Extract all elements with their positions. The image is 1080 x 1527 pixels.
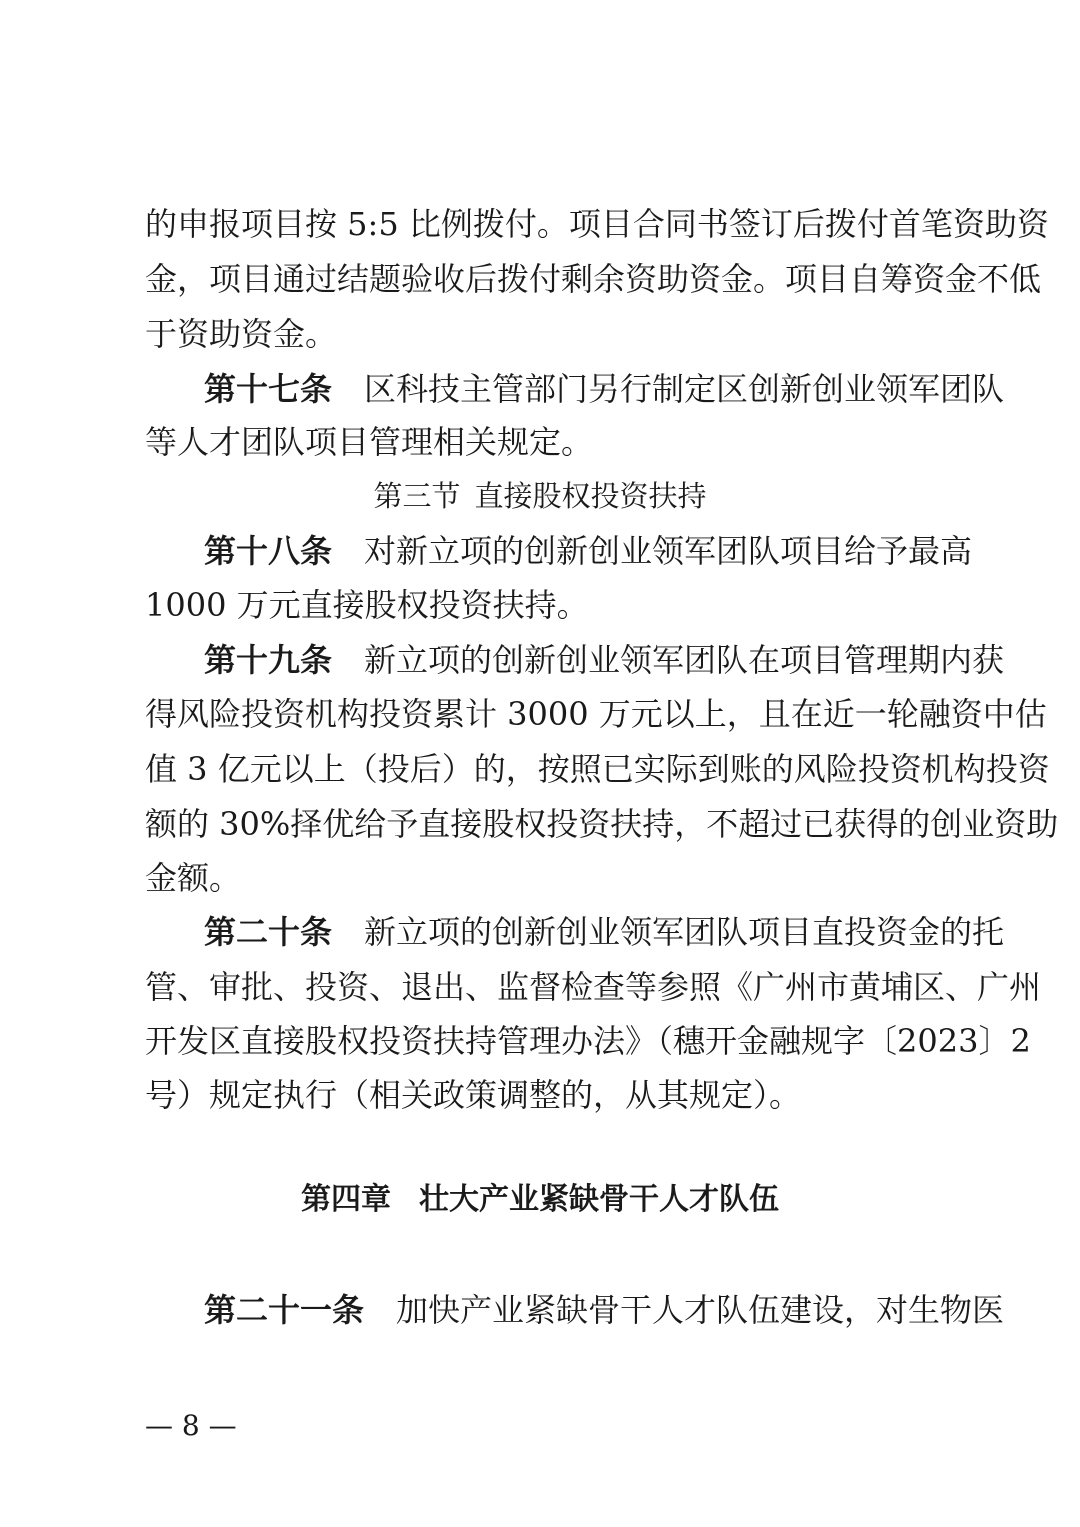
paragraph-line: 于资助资金。 [145, 315, 338, 353]
paragraph-line: 1000 万元直接股权投资扶持。 [145, 586, 589, 624]
article-18 [204, 527, 973, 575]
paragraph-line: 对新立项的创新创业领军团队项目给予最高 [364, 532, 973, 570]
article-label: 第十七条 [204, 370, 333, 408]
paragraph-line: 金，项目通过结题验收后拨付剩余资助资金。项目自筹资金不低 [145, 260, 1042, 298]
paragraph-line: 的申报项目按 5:5 比例拨付。项目合同书签订后拨付首笔资助资 [145, 205, 1049, 243]
section-label: 第三节 [373, 479, 461, 513]
chapter-title: 壮大产业紧缺骨干人才队伍 [419, 1182, 779, 1217]
section-heading [0, 472, 1080, 520]
paragraph-line: 新立项的创新创业领军团队在项目管理期内获 [364, 641, 1005, 679]
article-label: 第二十条 [204, 913, 333, 951]
paragraph-line: 等人才团队项目管理相关规定。 [145, 423, 594, 461]
paragraph-line: 值 3 亿元以上（投后）的，按照已实际到账的风险投资机构投资 [145, 750, 1050, 788]
paragraph-line: 管、审批、投资、退出、监督检查等参照《广州市黄埔区、广州 [145, 968, 1042, 1006]
paragraph-line: 额的 30%择优给予直接股权投资扶持，不超过已获得的创业资助 [145, 805, 1059, 843]
article-17 [204, 365, 1005, 413]
paragraph-line: 号）规定执行（相关政策调整的，从其规定）。 [145, 1076, 802, 1114]
article-21 [204, 1286, 1005, 1334]
paragraph-line: 开发区直接股权投资扶持管理办法》（穗开金融规字〔2023〕2 [145, 1022, 1031, 1060]
paragraph-line: 新立项的创新创业领军团队项目直投资金的托 [364, 913, 1005, 951]
article-label: 第十九条 [204, 641, 333, 679]
paragraph-line: 加快产业紧缺骨干人才队伍建设，对生物医 [396, 1291, 1005, 1329]
section-title: 直接股权投资扶持 [474, 479, 707, 513]
article-19 [204, 636, 1005, 684]
paragraph-line: 区科技主管部门另行制定区创新创业领军团队 [364, 370, 1005, 408]
article-label: 第二十一条 [204, 1291, 365, 1329]
chapter-heading [0, 1176, 1080, 1224]
article-20 [204, 908, 1005, 956]
page-number: — 8 — [145, 1409, 237, 1442]
paragraph-line: 金额。 [145, 859, 242, 897]
article-label: 第十八条 [204, 532, 333, 570]
paragraph-line: 得风险投资机构投资累计 3000 万元以上，且在近一轮融资中估 [145, 695, 1047, 733]
chapter-label: 第四章 [301, 1182, 391, 1217]
